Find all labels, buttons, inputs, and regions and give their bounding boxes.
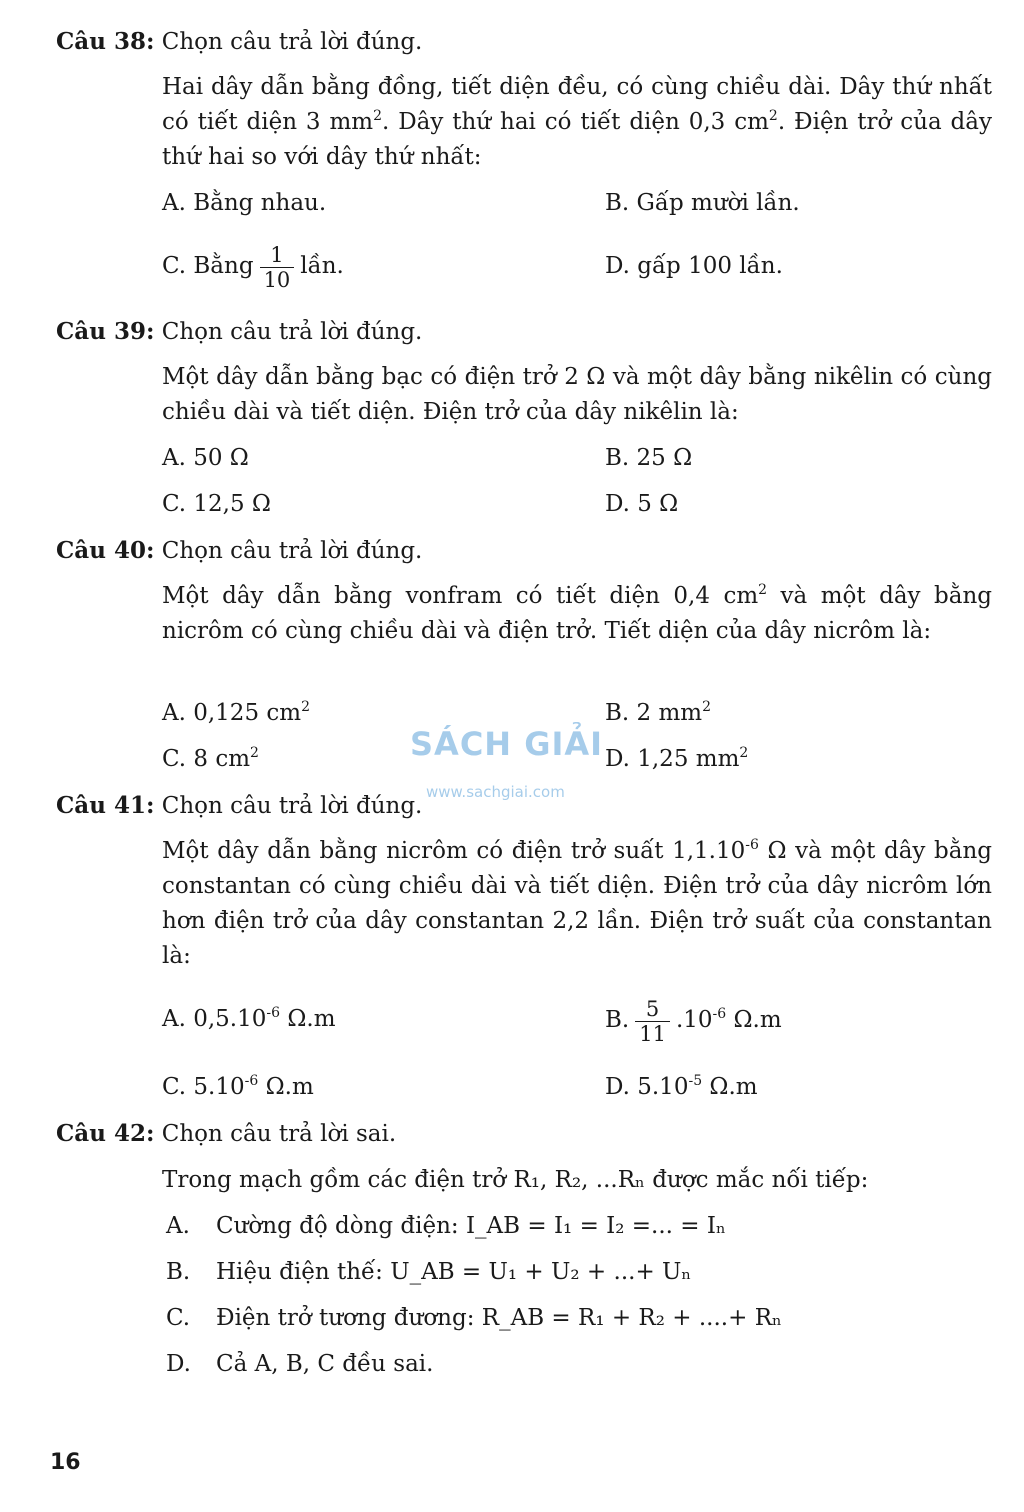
- q38-option-d[interactable]: D. gấp 100 lần.: [605, 253, 783, 279]
- q40-option-b[interactable]: [605, 698, 711, 728]
- q41-instruction: Chọn câu trả lời đúng.: [161, 793, 423, 819]
- q38-header: [56, 27, 422, 57]
- q40-option-a-sup: 2: [301, 699, 310, 715]
- q38-option-c[interactable]: [162, 238, 344, 294]
- q42-option-d-text: Cả A, B, C đều sai.: [216, 1351, 434, 1377]
- watermark-brand: SÁCH GIẢI: [410, 725, 604, 763]
- q42-option-a-letter: A.: [166, 1213, 190, 1239]
- q41-option-b-unit: Ω.m: [726, 1007, 782, 1033]
- watermark: [410, 705, 610, 805]
- q39-stem: Một dây dẫn bằng bạc có điện trở 2 Ω và một dây bằng nikêlin có cùng chiều dài và tiết diện. Điện trở của dây nikêlin là:: [162, 364, 992, 425]
- q41-option-b-power: .10: [675, 1007, 713, 1033]
- q41-option-c[interactable]: [162, 1072, 314, 1102]
- q40-option-d-text: D. 1,25 mm: [605, 746, 740, 772]
- q40-option-b-text: B. 2 mm: [605, 700, 703, 726]
- q38-option-c-suffix: lần.: [300, 253, 344, 279]
- q41-stem: [162, 834, 992, 974]
- q38-stem-text-1: Hai dây dẫn bằng đồng, tiết diện đều, có cùng chiều dài. Dây thứ nhất có tiết diện 3 mm: [162, 74, 992, 135]
- watermark-url: www.sachgiai.com: [426, 783, 565, 801]
- q41-header: [56, 791, 422, 821]
- q40-option-b-sup: 2: [702, 699, 712, 715]
- q41-option-c-text: C. 5.10: [162, 1074, 245, 1100]
- page-number: 16: [50, 1450, 81, 1475]
- q40-instruction: Chọn câu trả lời đúng.: [161, 538, 423, 564]
- q40-stem-sup: 2: [758, 582, 768, 598]
- q41-option-a-text: A. 0,5.10: [162, 1006, 267, 1032]
- q38-option-b[interactable]: B. Gấp mười lần.: [605, 190, 800, 216]
- q42-option-c-letter: C.: [166, 1305, 191, 1331]
- q41-option-c-sup: -6: [244, 1073, 259, 1089]
- q41-option-b-prefix: B.: [605, 1007, 630, 1033]
- q39-option-a[interactable]: A. 50 Ω: [162, 445, 249, 471]
- q41-option-a[interactable]: [162, 1004, 336, 1034]
- q40-option-a-text: A. 0,125 cm: [162, 700, 302, 726]
- q41-option-b[interactable]: [605, 992, 782, 1048]
- q38-option-c-prefix: C. Bằng: [162, 253, 254, 279]
- q41-option-b-sup: -6: [712, 1006, 727, 1022]
- q41-option-c-unit: Ω.m: [258, 1074, 314, 1100]
- fraction-denominator: 10: [260, 267, 295, 292]
- q40-option-c[interactable]: [162, 744, 259, 774]
- q42-instruction: Chọn câu trả lời sai.: [161, 1121, 397, 1147]
- q42-option-d[interactable]: [166, 1349, 433, 1379]
- q41-stem-sup: -6: [745, 837, 759, 853]
- q41-option-d-sup: -5: [688, 1073, 703, 1089]
- q40-option-c-text: C. 8 cm: [162, 746, 251, 772]
- q39-option-b[interactable]: B. 25 Ω: [605, 445, 693, 471]
- q38-stem-text-2: . Dây thứ hai có tiết diện 0,3 cm: [382, 109, 769, 135]
- q40-option-d[interactable]: [605, 744, 748, 774]
- fraction-denominator: 11: [635, 1021, 670, 1046]
- q41-option-a-unit: Ω.m: [280, 1006, 336, 1032]
- q41-option-b-fraction: [635, 997, 670, 1046]
- q42-option-d-letter: D.: [166, 1351, 191, 1377]
- q42-option-a[interactable]: [166, 1211, 726, 1241]
- q41-option-a-sup: -6: [266, 1005, 281, 1021]
- q41-stem-text-2: Ω và một dây bằng constantan có cùng chiều dài và tiết diện. Điện trở của dây nicrôm lớn hơn điện trở của dây constantan 2,2 lần. Điện trở suất của constantan là:: [162, 838, 992, 969]
- q41-option-d-unit: Ω.m: [702, 1074, 758, 1100]
- q38-stem-text-3: . Điện trở của dây thứ hai so với dây thứ nhất:: [162, 109, 992, 170]
- q41-stem-text-1: Một dây dẫn bằng nicrôm có điện trở suất 1,1.10: [162, 838, 746, 864]
- q38-instruction: Chọn câu trả lời đúng.: [161, 29, 423, 55]
- q39-label: Câu 39:: [56, 318, 155, 345]
- q38-option-a[interactable]: A. Bằng nhau.: [162, 190, 327, 216]
- q41-option-d[interactable]: [605, 1072, 758, 1102]
- q42-option-b-text: Hiệu điện thế: U_AB = U₁ + U₂ + ...+ Uₙ: [216, 1259, 692, 1285]
- q39-option-d[interactable]: D. 5 Ω: [605, 491, 679, 517]
- fraction-numerator: 1: [270, 242, 284, 267]
- q38-stem: [162, 70, 992, 175]
- q42-option-c-text: Điện trở tương đương: R_AB = R₁ + R₂ + ....+ Rₙ: [216, 1305, 782, 1331]
- q41-option-d-text: D. 5.10: [605, 1074, 689, 1100]
- q41-label: Câu 41:: [56, 792, 155, 819]
- q38-label: Câu 38:: [56, 28, 155, 55]
- q38-stem-sup-1: 2: [373, 108, 382, 124]
- q42-header: [56, 1119, 396, 1149]
- q42-label: Câu 42:: [56, 1120, 155, 1147]
- q38-option-c-fraction: [260, 243, 295, 292]
- q42-option-b-letter: B.: [166, 1259, 191, 1285]
- q42-option-a-text: Cường độ dòng điện: I_AB = I₁ = I₂ =... = Iₙ: [216, 1213, 726, 1239]
- q38-stem-sup-2: 2: [768, 108, 778, 124]
- q40-option-c-sup: 2: [250, 745, 259, 761]
- fraction-numerator: 5: [645, 996, 660, 1021]
- q40-label: Câu 40:: [56, 537, 155, 564]
- q42-option-b[interactable]: [166, 1257, 691, 1287]
- q40-option-d-sup: 2: [739, 745, 749, 761]
- q40-stem-text-1: Một dây dẫn bằng vonfram có tiết diện 0,4 cm: [162, 583, 759, 609]
- q40-header: [56, 536, 422, 566]
- q39-header: [56, 317, 422, 347]
- q39-option-c[interactable]: C. 12,5 Ω: [162, 491, 271, 517]
- q40-stem: [162, 579, 992, 649]
- q40-stem-text-2: và một dây bằng nicrôm có cùng chiều dài và điện trở. Tiết diện của dây nicrôm là:: [162, 583, 992, 644]
- q40-option-a[interactable]: [162, 698, 310, 728]
- q42-stem: Trong mạch gồm các điện trở R₁, R₂, ...Rₙ được mắc nối tiếp:: [162, 1167, 869, 1193]
- q42-option-c[interactable]: [166, 1303, 782, 1333]
- q39-instruction: Chọn câu trả lời đúng.: [161, 319, 423, 345]
